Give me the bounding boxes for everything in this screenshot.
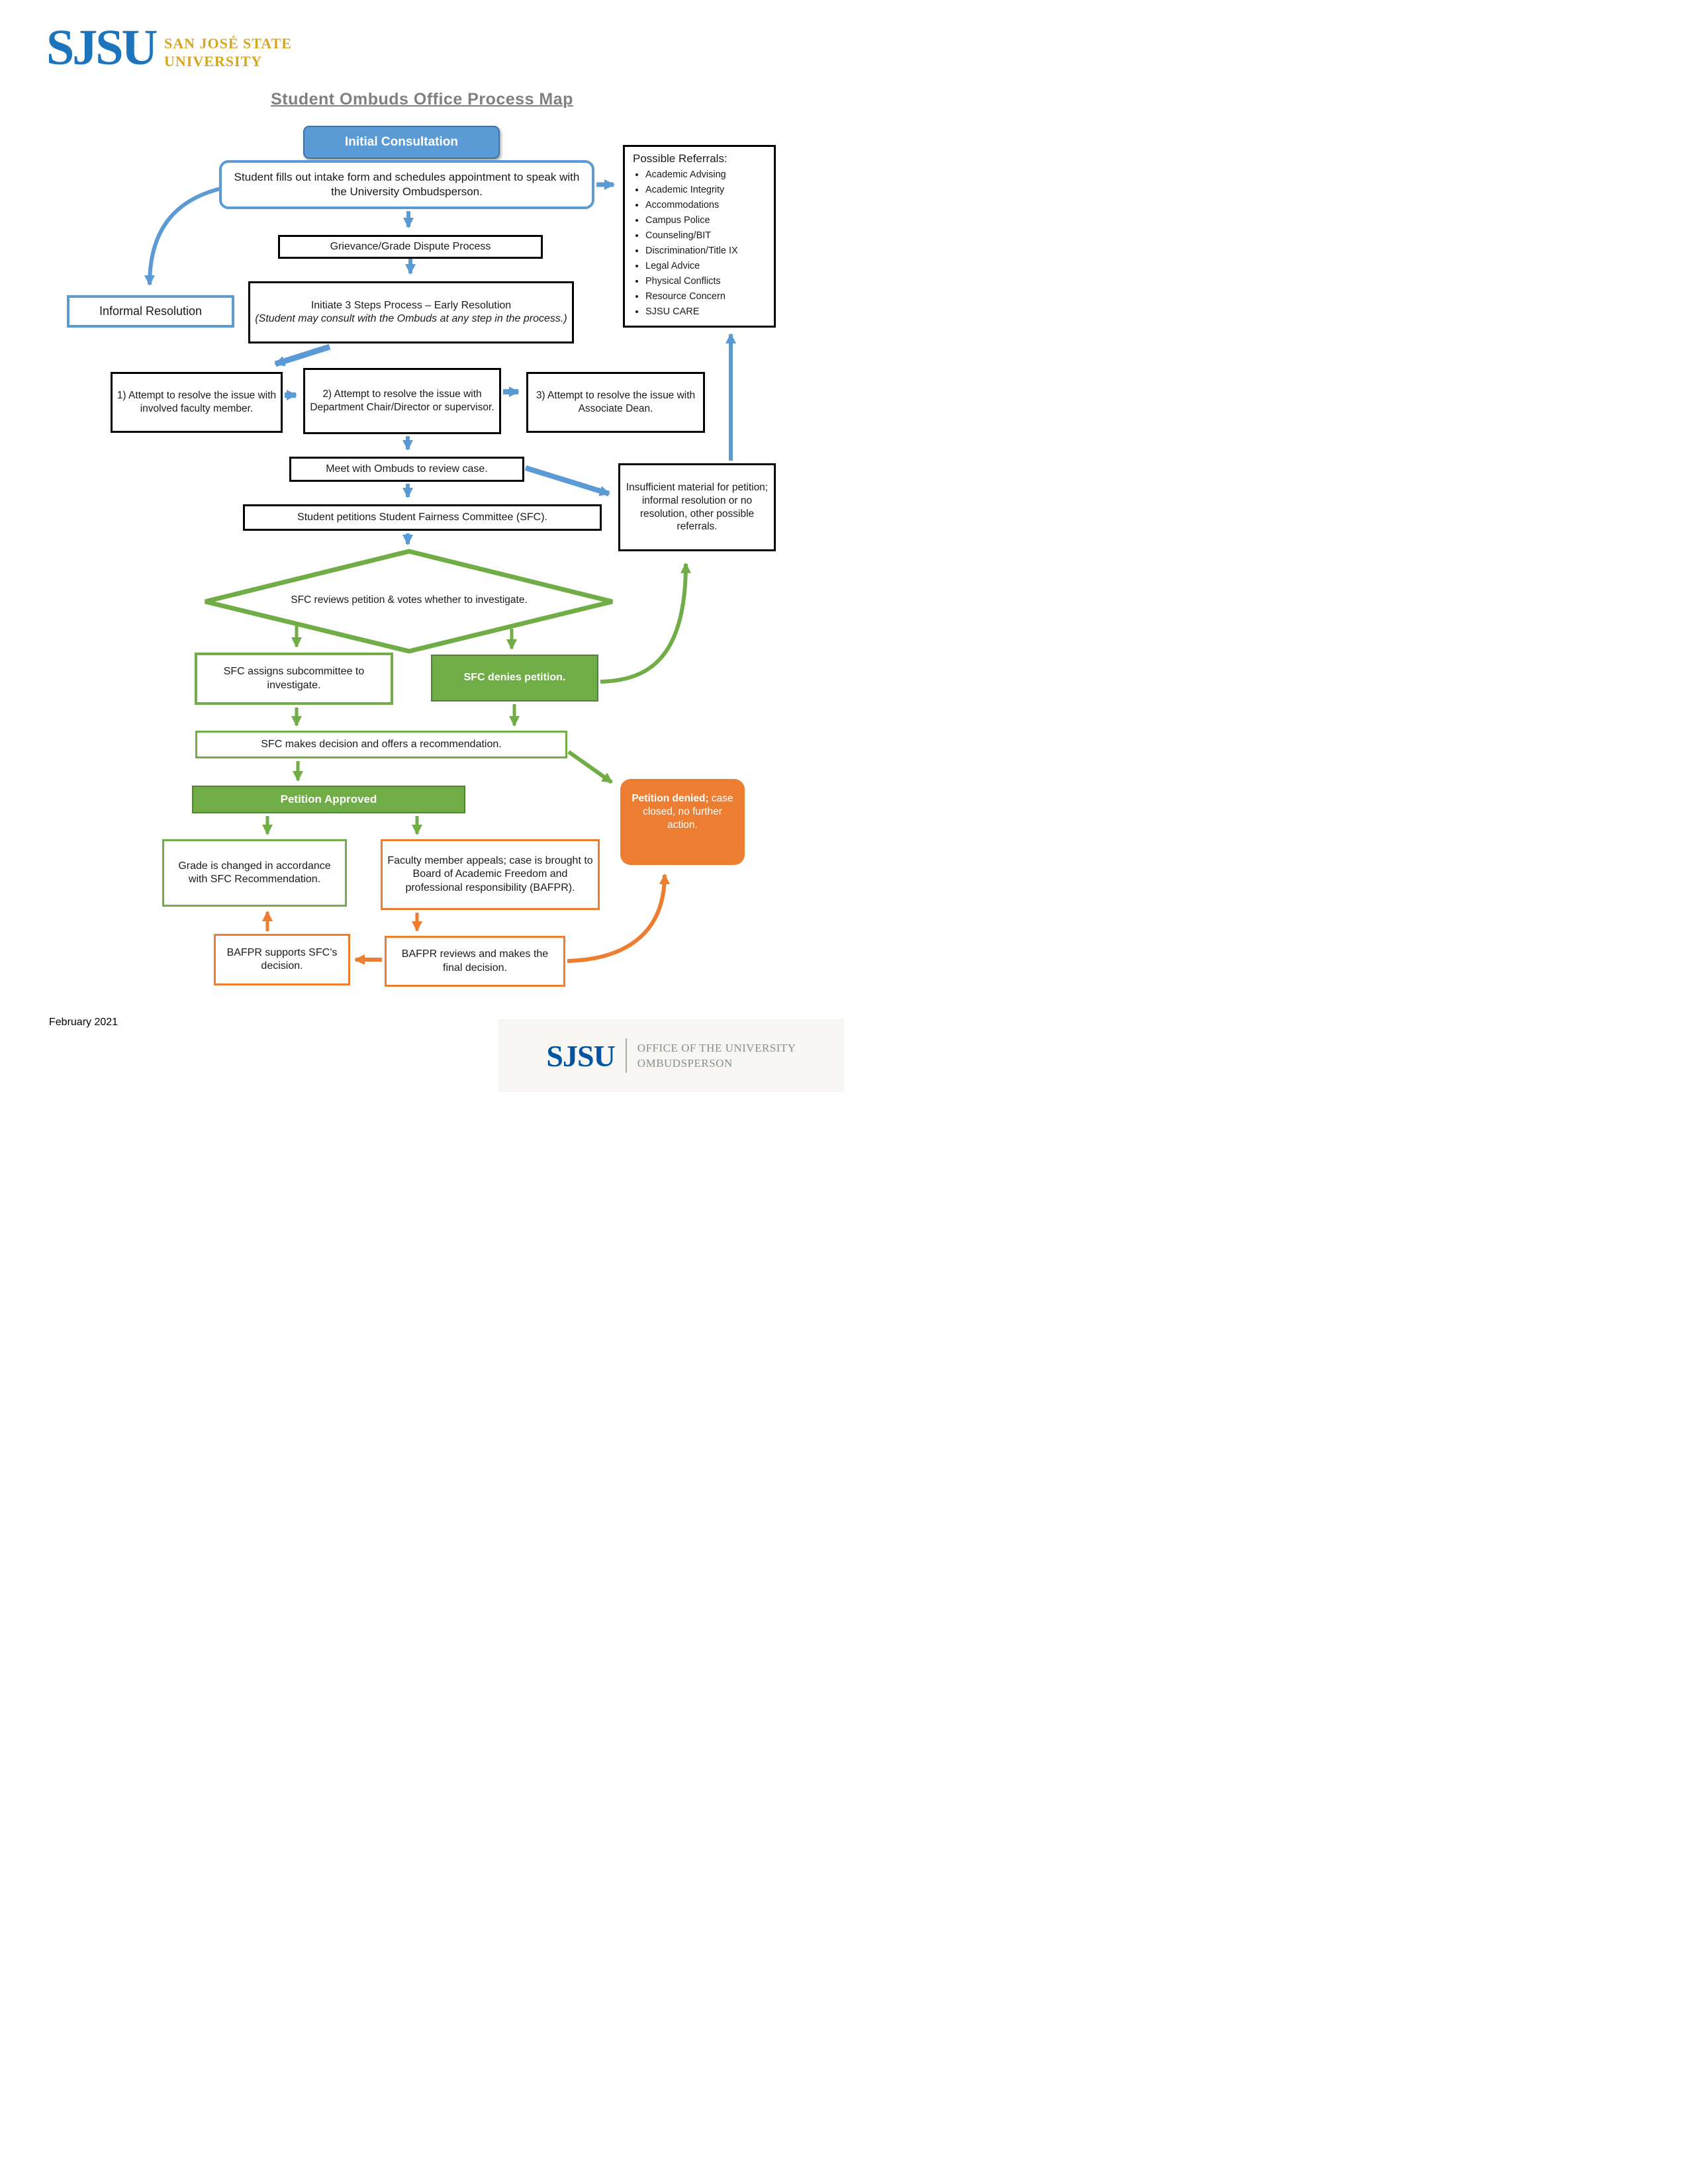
sfc-review-diamond-label: SFC reviews petition & votes whether to investigate. (291, 594, 528, 606)
referral-item: • Legal Advice (645, 259, 770, 274)
referral-item: • Academic Advising (645, 167, 770, 183)
sjsu-logo-line1: SAN JOSÉ STATE (164, 35, 292, 52)
referrals-box (623, 145, 776, 328)
node-step2: 2) Attempt to resolve the issue with Department Chair/Director or supervisor. (303, 368, 501, 434)
node-informal-resolution: Informal Resolution (67, 295, 234, 328)
referral-item: • Counseling/BIT (645, 228, 770, 244)
page-title: Student Ombuds Office Process Map (271, 90, 573, 109)
node-sfc-decision: SFC makes decision and offers a recommendation. (195, 731, 567, 758)
footer-logo-line1: OFFICE OF THE UNIVERSITY (637, 1042, 796, 1054)
node-sfc-assigns: SFC assigns subcommittee to investigate. (195, 653, 393, 705)
node-initiate-3-steps (248, 281, 574, 343)
node-grievance: Grievance/Grade Dispute Process (278, 235, 543, 259)
node-intake: Student fills out intake form and schedules appointment to speak with the University Ombudsperson. (219, 160, 594, 209)
footer-logo-wordmark (637, 1040, 796, 1071)
referrals-list (633, 167, 770, 320)
petition-denied-bold: Petition denied; (632, 793, 709, 804)
sjsu-logo: SJSU (46, 20, 156, 75)
referrals-title: Possible Referrals: (633, 152, 727, 165)
referral-item: • Accommodations (645, 198, 770, 213)
initiate-line2: (Student may consult with the Ombuds at any step in the process.) (255, 313, 567, 324)
node-step3: 3) Attempt to resolve the issue with Associate Dean. (526, 372, 705, 433)
sjsu-logo-line2: UNIVERSITY (164, 53, 263, 69)
node-step1: 1) Attempt to resolve the issue with involved faculty member. (111, 372, 283, 433)
node-bafpr-supports: BAFPR supports SFC’s decision. (214, 934, 350, 985)
arrow-intake-to-informal (150, 189, 220, 285)
arrow-denies-to-insufficient (600, 564, 686, 682)
referral-item: • Physical Conflicts (645, 274, 770, 289)
node-petition-approved: Petition Approved (192, 786, 465, 813)
arrow-decision-to-denied (569, 752, 612, 782)
node-petition-denied (620, 779, 745, 865)
node-initial-consultation: Initial Consultation (303, 126, 500, 159)
referral-item: • Discrimination/Title IX (645, 244, 770, 259)
node-grade-changed: Grade is changed in accordance with SFC Recommendation. (162, 839, 347, 907)
referral-item: • Resource Concern (645, 289, 770, 304)
referral-item: • Academic Integrity (645, 183, 770, 198)
node-insufficient-material: Insufficient material for petition; informal resolution or no resolution, other possible referrals. (618, 463, 776, 551)
footer-logo-divider (626, 1038, 627, 1073)
footer-sjsu-logo: SJSU (546, 1038, 615, 1073)
footer-date: February 2021 (49, 1017, 118, 1028)
node-bafpr-reviews: BAFPR reviews and makes the final decision. (385, 936, 565, 987)
arrow-meet-to-insufficient (526, 468, 609, 494)
node-meet-ombuds: Meet with Ombuds to review case. (289, 457, 524, 482)
node-faculty-appeals: Faculty member appeals; case is brought to Board of Academic Freedom and professional responsibility (BAFPR). (381, 839, 600, 910)
referral-item: • Campus Police (645, 213, 770, 228)
footer-logo-line2: OMBUDSPERSON (637, 1057, 733, 1069)
petition-denied-rest: case closed, no further action. (643, 793, 733, 831)
referral-item: • SJSU CARE (645, 304, 770, 320)
node-sfc-denies: SFC denies petition. (431, 655, 598, 702)
process-map (0, 0, 844, 1092)
footer-logo (498, 1019, 844, 1092)
initiate-line1: Initiate 3 Steps Process – Early Resolution (310, 299, 512, 311)
arrow-initiate-to-step1 (275, 347, 330, 364)
node-student-petitions: Student petitions Student Fairness Committee (SFC). (243, 504, 602, 531)
